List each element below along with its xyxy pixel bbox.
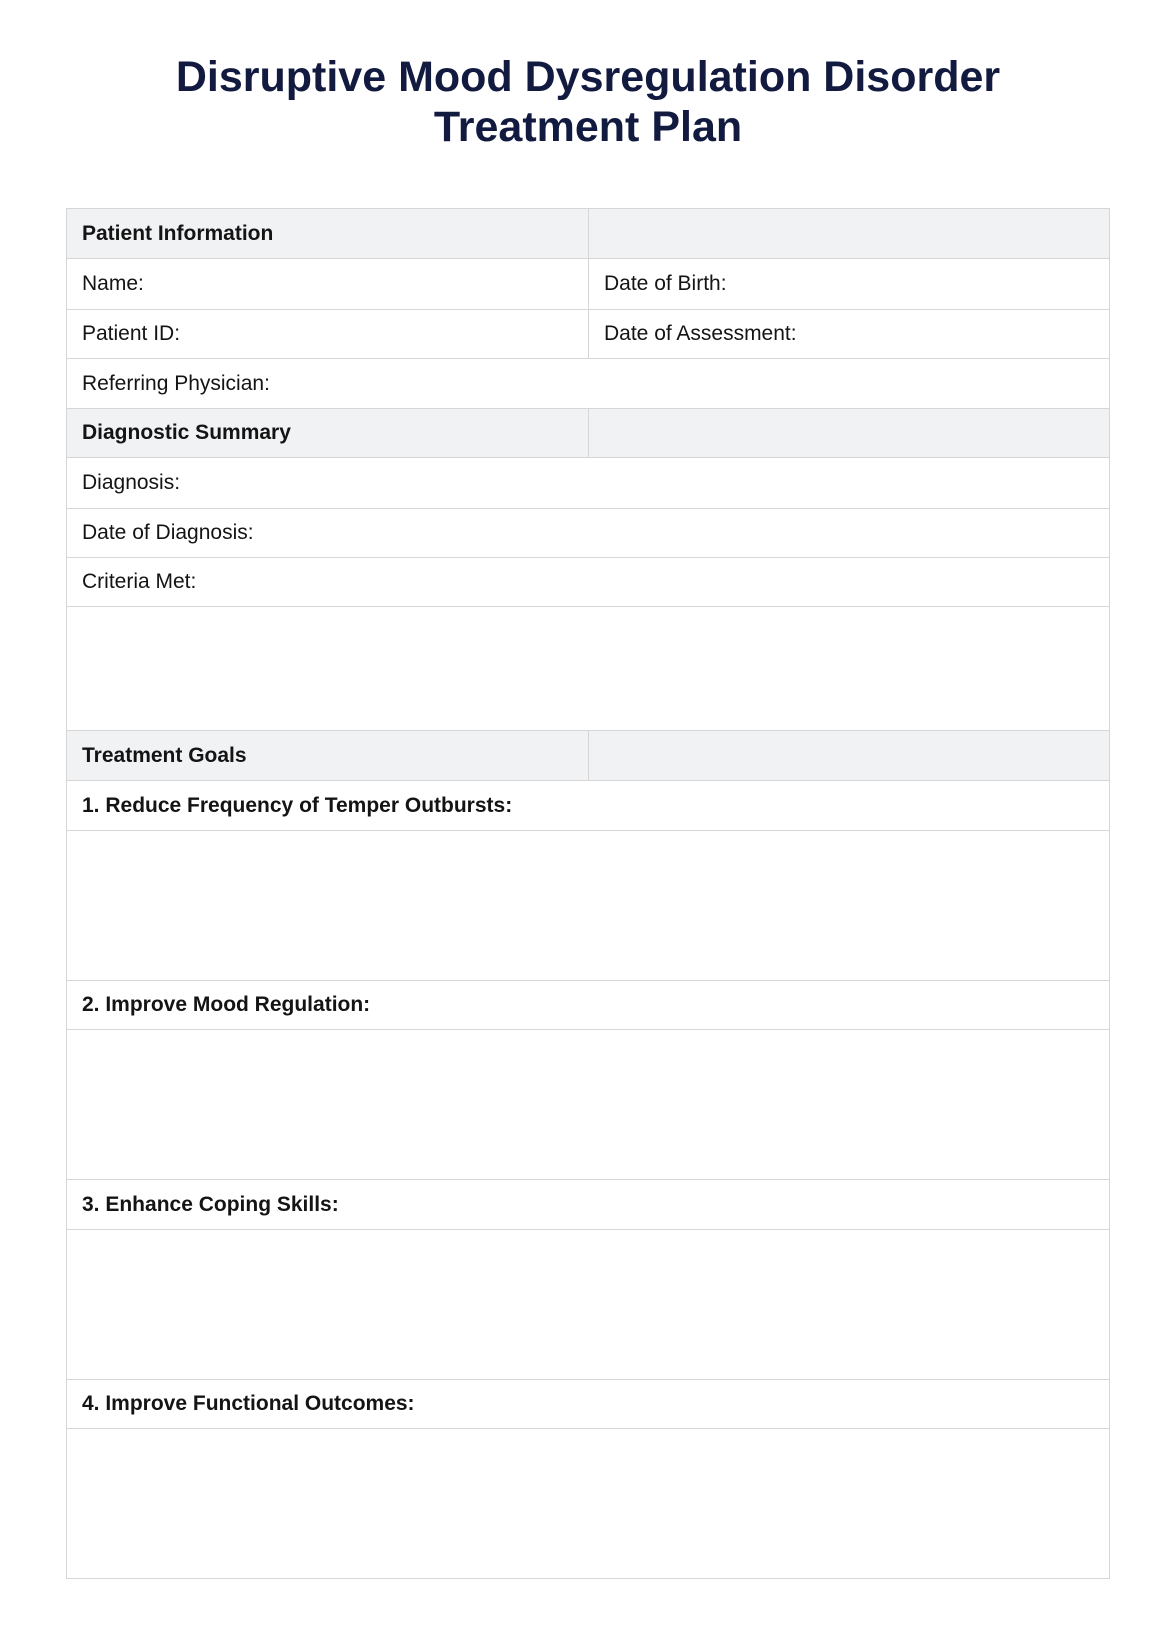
date-of-diagnosis-row	[67, 509, 1110, 558]
goal-1-writing-area[interactable]	[67, 831, 1110, 981]
goal-4-writing-area[interactable]	[67, 1429, 1110, 1579]
title-line-1: Disruptive Mood Dysregulation Disorder	[175, 53, 1001, 101]
title-line-2: Treatment Plan	[433, 103, 743, 151]
goal-row	[67, 781, 1110, 831]
diagnostic-summary-header-row	[67, 409, 1110, 458]
diagnosis-row	[67, 458, 1110, 509]
referring-physician-field[interactable]: Referring Physician:	[67, 359, 1110, 409]
patient-information-header-row	[67, 209, 1110, 259]
treatment-plan-form	[66, 208, 1110, 1579]
date-of-birth-field[interactable]: Date of Birth:	[589, 259, 1110, 310]
goal-3-writing-area[interactable]	[67, 1230, 1110, 1380]
criteria-met-row	[67, 558, 1110, 607]
date-of-assessment-field[interactable]: Date of Assessment:	[589, 310, 1110, 359]
criteria-met-field[interactable]: Criteria Met:	[67, 558, 1110, 607]
section-header-blank-cell	[589, 409, 1110, 458]
section-header-blank-cell	[589, 731, 1110, 781]
treatment-goals-header-row	[67, 731, 1110, 781]
criteria-met-writing-area-row	[67, 607, 1110, 731]
patient-id-field[interactable]: Patient ID:	[67, 310, 589, 359]
name-dob-row	[67, 259, 1110, 310]
goal-4-writing-area-row	[67, 1429, 1110, 1579]
id-assessment-row	[67, 310, 1110, 359]
goal-2-writing-area-row	[67, 1030, 1110, 1180]
goal-2-writing-area[interactable]	[67, 1030, 1110, 1180]
goal-3-writing-area-row	[67, 1230, 1110, 1380]
goal-1-writing-area-row	[67, 831, 1110, 981]
diagnostic-summary-heading: Diagnostic Summary	[67, 409, 589, 458]
goal-2-label: 2. Improve Mood Regulation:	[67, 981, 1110, 1030]
goal-4-label: 4. Improve Functional Outcomes:	[67, 1380, 1110, 1429]
section-header-blank-cell	[589, 209, 1110, 259]
referring-physician-row	[67, 359, 1110, 409]
treatment-goals-heading: Treatment Goals	[67, 731, 589, 781]
criteria-met-writing-area[interactable]	[67, 607, 1110, 731]
patient-information-heading: Patient Information	[67, 209, 589, 259]
goal-1-label: 1. Reduce Frequency of Temper Outbursts:	[67, 781, 1110, 831]
page-title	[0, 52, 1176, 152]
diagnosis-field[interactable]: Diagnosis:	[67, 458, 1110, 509]
goal-3-label: 3. Enhance Coping Skills:	[67, 1180, 1110, 1230]
goal-row	[67, 1180, 1110, 1230]
goal-row	[67, 981, 1110, 1030]
date-of-diagnosis-field[interactable]: Date of Diagnosis:	[67, 509, 1110, 558]
goal-row	[67, 1380, 1110, 1429]
name-field[interactable]: Name:	[67, 259, 589, 310]
